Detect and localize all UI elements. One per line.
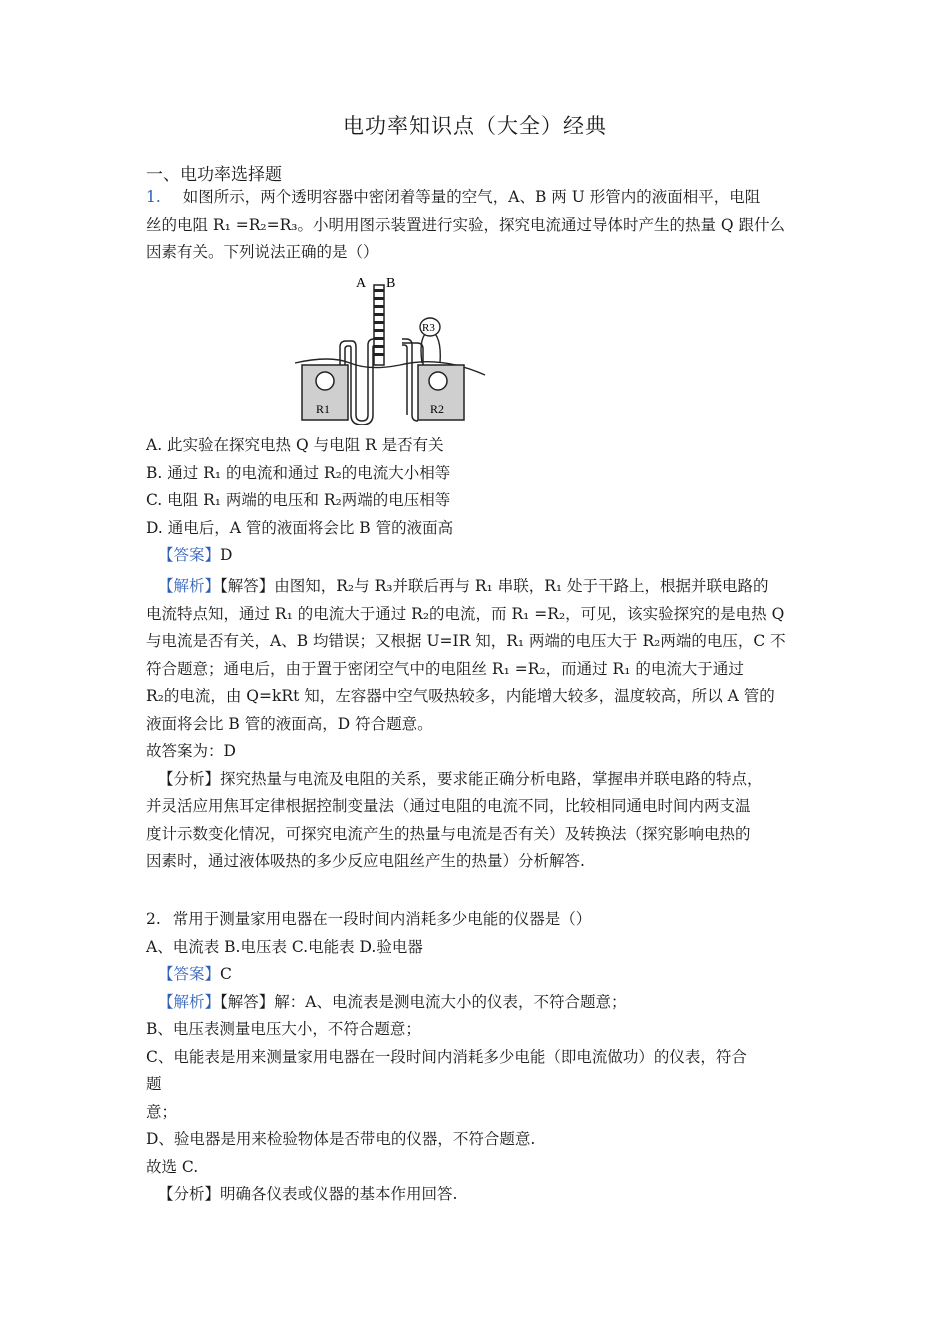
analysis-1-line-6: 液面将会比 B 管的液面高，D 符合题意。 [146, 714, 433, 733]
experiment-diagram [290, 275, 490, 425]
answer-1: D [220, 546, 233, 564]
comment-1-line-4: 因素时，通过液体吸热的多少反应电阻丝产生的热量）分析解答. [146, 852, 585, 870]
question-1-options [146, 432, 806, 570]
option-d: D. 通电后，A 管的液面将会比 B 管的液面高 [146, 518, 454, 537]
analysis-1-line-1: 【解答】由图知，R₂与 R₃并联后再与 R₁ 串联，R₁ 处于干路上，根据并联电路的 [220, 577, 769, 595]
answer-tag-1: 【答案】 [158, 546, 221, 564]
analysis-2-line-2: C、电能表是用来测量家用电器在一段时间内消耗多少电能（即电流做功）的仪表，符合 [146, 1047, 747, 1066]
question-1-stem [146, 184, 806, 267]
analysis-tag-1: 【解析】 [158, 577, 221, 595]
question-2-stem: 常用于测量家用电器在一段时间内消耗多少电能的仪器是（） [172, 910, 592, 928]
option-c: C. 电阻 R₁ 两端的电压和 R₂两端的电压相等 [146, 491, 451, 509]
question-1-analysis [146, 573, 806, 876]
question-1-stem-line-2: 丝的电阻 R₁ =R₂=R₃。小明用图示装置进行实验，探究电流通过导体时产生的热量 Q 跟什么 [146, 215, 786, 234]
comment-1-line-2: 并灵活应用焦耳定律根据控制变量法（通过电阻的电流不同，比较相同通电时间内两支温 [146, 797, 751, 815]
option-b: B. 通过 R₁ 的电流和通过 R₂的电流大小相等 [146, 463, 451, 482]
label-r2: R2 [430, 402, 445, 416]
question-1-number: 1. [146, 188, 161, 206]
label-b: B [386, 276, 396, 291]
question-2 [146, 906, 806, 1209]
analysis-2-line-7: 【分析】明确各仪表或仪器的基本作用回答. [158, 1185, 458, 1203]
analysis-2-line-4: 意； [146, 1102, 178, 1121]
analysis-1-line-5: R₂的电流，由 Q=kRt 知，左容器中空气吸热较多，内能增大较多，温度较高，所以 A 管的 [146, 687, 775, 705]
answer-2: C [220, 965, 232, 983]
comment-1-line-1: 【分析】探究热量与电流及电阻的关系，要求能正确分析电路，掌握串并联电路的特点， [158, 769, 763, 788]
label-a: A [356, 276, 367, 291]
analysis-2-line-6: 故选 C. [146, 1157, 199, 1176]
label-r1: R1 [316, 402, 331, 416]
analysis-2-line-5: D、验电器是用来检验物体是否带电的仪器，不符合题意. [146, 1130, 536, 1148]
section-heading: 一、电功率选择题 [146, 165, 282, 185]
analysis-2-first: 【解答】解：A、电流表是测电流大小的仪表，不符合题意； [220, 992, 627, 1011]
analysis-tag-2: 【解析】 [158, 992, 221, 1011]
option-a: A. 此实验在探究电热 Q 与电阻 R 是否有关 [146, 436, 444, 454]
analysis-1-line-4: 符合题意；通电后，由于置于密闭空气中的电阻丝 R₁ =R₂，而通过 R₁ 的电流大于通过 [146, 659, 744, 678]
question-2-options: A、电流表 B.电压表 C.电能表 D.验电器 [146, 937, 423, 956]
analysis-1-line-2: 电流特点知，通过 R₁ 的电流大于通过 R₂的电流，而 R₁ =R₂，可见，该实验探究的是电热 Q [146, 604, 785, 623]
comment-1-line-3: 度计示数变化情况，可探究电流产生的热量与电流是否有关）及转换法（探究影响电热的 [146, 824, 751, 843]
analysis-2-line-3: 题 [146, 1075, 162, 1093]
question-1-stem-line-3: 因素有关。下列说法正确的是（） [146, 243, 379, 261]
answer-tag-2: 【答案】 [158, 965, 221, 983]
question-1-stem-line-1: 如图所示，两个透明容器中密闭着等量的空气，A、B 两 U 形管内的液面相平，电阻 [182, 188, 761, 206]
analysis-1-line-3: 与电流是否有关，A、B 均错误；又根据 U=IR 知，R₁ 两端的电压大于 R₂两端的电压，C 不 [146, 632, 786, 650]
document-title: 电功率知识点（大全）经典 [343, 114, 607, 138]
analysis-2-line-1: B、电压表测量电压大小，不符合题意； [146, 1020, 421, 1038]
question-2-number: 2. [146, 910, 161, 928]
conclusion-1: 故答案为：D [146, 742, 236, 760]
label-r3: R3 [422, 322, 435, 334]
